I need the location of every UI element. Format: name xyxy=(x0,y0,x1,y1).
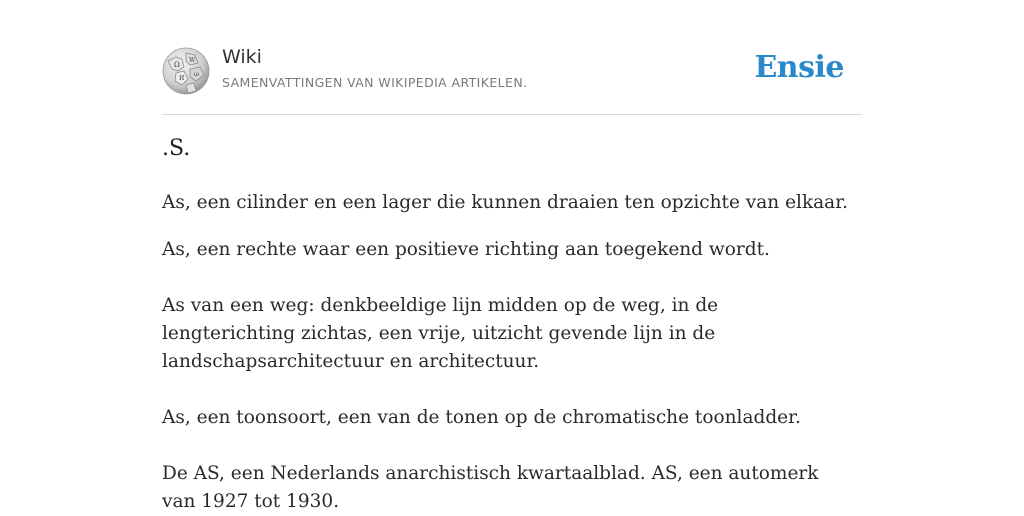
site-header xyxy=(162,44,862,115)
site-title[interactable]: Wiki xyxy=(222,46,262,68)
svg-text:W: W xyxy=(189,57,196,64)
wikipedia-globe-icon[interactable] xyxy=(162,47,210,95)
site-subtitle: SAMENVATTINGEN VAN WIKIPEDIA ARTIKELEN. xyxy=(222,75,528,90)
article-content xyxy=(162,189,852,516)
article-paragraph: As, een rechte waar een positieve richting aan toegekend wordt. xyxy=(162,239,770,260)
article-paragraph: As van een weg: denkbeeldige lijn midden op de weg, in de lengterichting zichtas, een vrije, uitzicht gevende lijn in de landschapsarchitectuur en architectuur. xyxy=(162,295,719,372)
ensie-logo-link[interactable]: Ensie xyxy=(754,50,844,85)
page xyxy=(162,0,862,512)
article-paragraph: As, een cilinder en een lager die kunnen draaien ten opzichte van elkaar. xyxy=(162,192,848,213)
page-title: .S. xyxy=(162,136,191,161)
article-paragraph: As, een toonsoort, een van de tonen op de chromatische toonladder. xyxy=(162,407,801,428)
svg-text:Ω: Ω xyxy=(174,61,180,69)
svg-text:И: И xyxy=(179,75,185,82)
article-paragraph: De AS, een Nederlands anarchistisch kwartaalblad. AS, een automerk van 1927 tot 1930. xyxy=(162,463,819,512)
svg-text:ω: ω xyxy=(194,71,199,78)
